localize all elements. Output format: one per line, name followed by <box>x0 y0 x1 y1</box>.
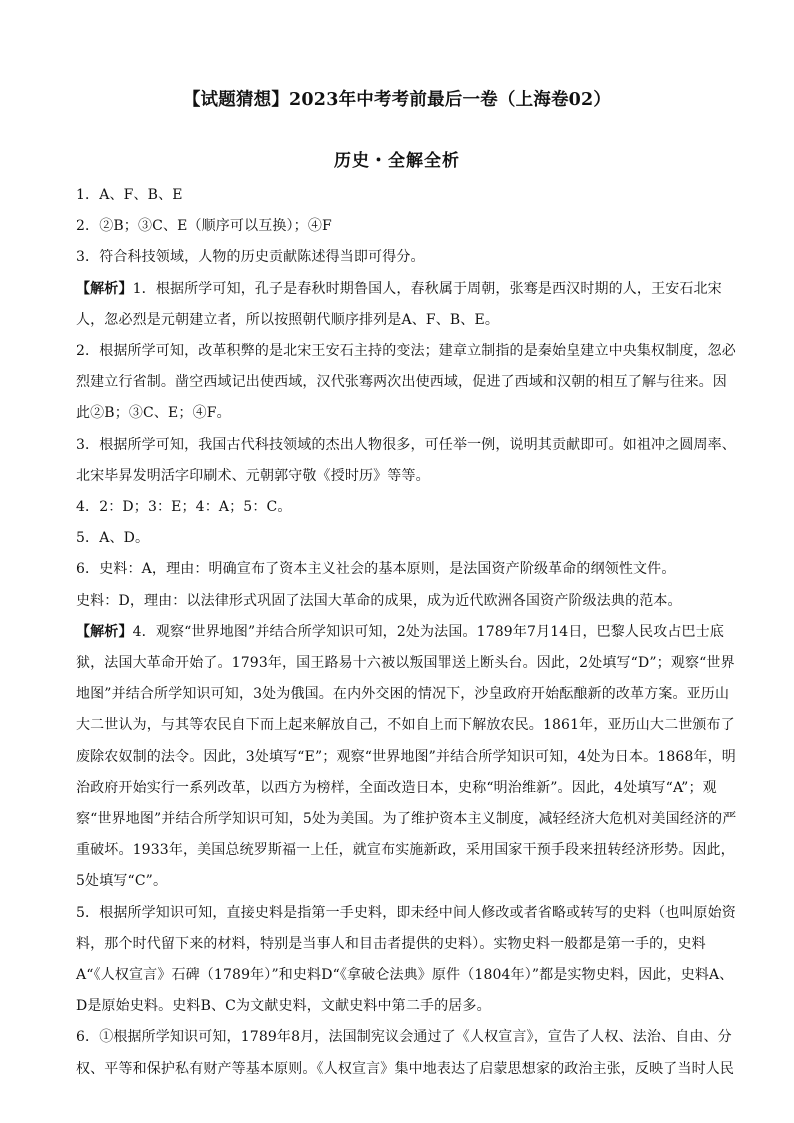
analysis-paragraph-2: 2．根据所学可知，改革积弊的是北宋王安石主持的变法；建章立制指的是秦始皇建立中央集权制度，忽必烈建立行省制。凿空西域记出使西域，汉代张骞两次出使西域，促进了西域和汉朝的相互了解与往来。因此②B；③C、E；④F。 <box>76 343 736 422</box>
answer-3: 3．符合科技领域，人物的历史贡献陈述得当即可得分。 <box>76 249 425 266</box>
analysis-paragraph-4 <box>76 617 738 898</box>
analysis-tag: 【解析】 <box>76 280 133 297</box>
analysis-text: 4．观察“世界地图”并结合所学知识可知，2处为法国。1789年7月14日，巴黎人民攻占巴士底狱，法国大革命开始了。1793年，国王路易十六被以叛国罪送上断头台。因此，2处填写“D”；观察“世界地图”并结合所学知识可知，3处为俄国。在内外交困的情况下，沙皇政府开始酝酿新的改革方案。亚历山大二世认为，与其等农民自下而上起来解放自己，不如自上而下解放农民。1861年，亚历山大二世颁布了废除农奴制的法令。因此，3处填写“E”；观察“世界地图”并结合所学知识可知，4处为日本。1868年，明治政府开始实行一系列改革，以西方为榜样，全面改造日本，史称“明治维新”。因此，4处填写“A”；观察“世界地图”并结合所学知识可知，5处为美国。为了维护资本主义制度，减轻经济大危机对美国经济的严重破坏。1933年，美国总统罗斯福一上任，就宣布实施新政，采用国家干预手段来扭转经济形势。因此，5处填写“C”。 <box>76 623 737 890</box>
document-body <box>76 180 738 1085</box>
answer-1: 1．A、F、B、E <box>76 187 183 203</box>
document-subtitle: 历史・全解全析 <box>334 151 460 171</box>
analysis-paragraph-1 <box>76 274 738 336</box>
document-title: 【试题猜想】2023年中考考前最后一卷（上海卷02） <box>182 90 612 110</box>
analysis-paragraph-5: 5．根据所学知识可知，直接史料是指第一手史料，即未经中间人修改或者省略或转写的史料（也叫原始资料，那个时代留下来的材料，特别是当事人和目击者提供的史料）。实物史料一般都是第一手的，史料A“《人权宣言》石碑（1789年）”和史料D“《拿破仑法典》原件（1804年）”都是实物史料，因此，史料A、D是原始史料。史料B、C为文献史料，文献史料中第二手的居多。 <box>76 904 736 1015</box>
analysis-paragraph-6: 6．①根据所学知识可知，1789年8月，法国制宪议会通过了《人权宣言》，宣告了人权、法治、自由、分权、平等和保护私有财产等基本原则。《人权宣言》集中地表达了启蒙思想家的政治主张，反映了当时人民 <box>76 1029 735 1077</box>
answer-6-b: 史料：D，理由：以法律形式巩固了法国大革命的成果，成为近代欧洲各国资产阶级法典的范本。 <box>76 592 682 609</box>
answer-6-a: 6．史料：A，理由：明确宣布了资本主义社会的基本原则，是法国资产阶级革命的纲领性文件。 <box>76 561 676 578</box>
answer-4: 4．2：D；3：E；4：A；5：C。 <box>76 499 292 516</box>
answer-2: 2．②B；③C、E（顺序可以互换）；④F <box>76 218 332 235</box>
answer-5: 5．A、D。 <box>76 530 150 547</box>
analysis-tag: 【解析】 <box>76 623 133 640</box>
analysis-paragraph-3: 3．根据所学可知，我国古代科技领域的杰出人物很多，可任举一例，说明其贡献即可。如祖冲之圆周率、北宋毕昇发明活字印刷术、元朝郭守敬《授时历》等等。 <box>76 436 736 484</box>
analysis-text: 1．根据所学可知，孔子是春秋时期鲁国人，春秋属于周朝，张骞是西汉时期的人，王安石北宋人，忽必烈是元朝建立者，所以按照朝代顺序排列是A、F、B、E。 <box>76 280 722 328</box>
